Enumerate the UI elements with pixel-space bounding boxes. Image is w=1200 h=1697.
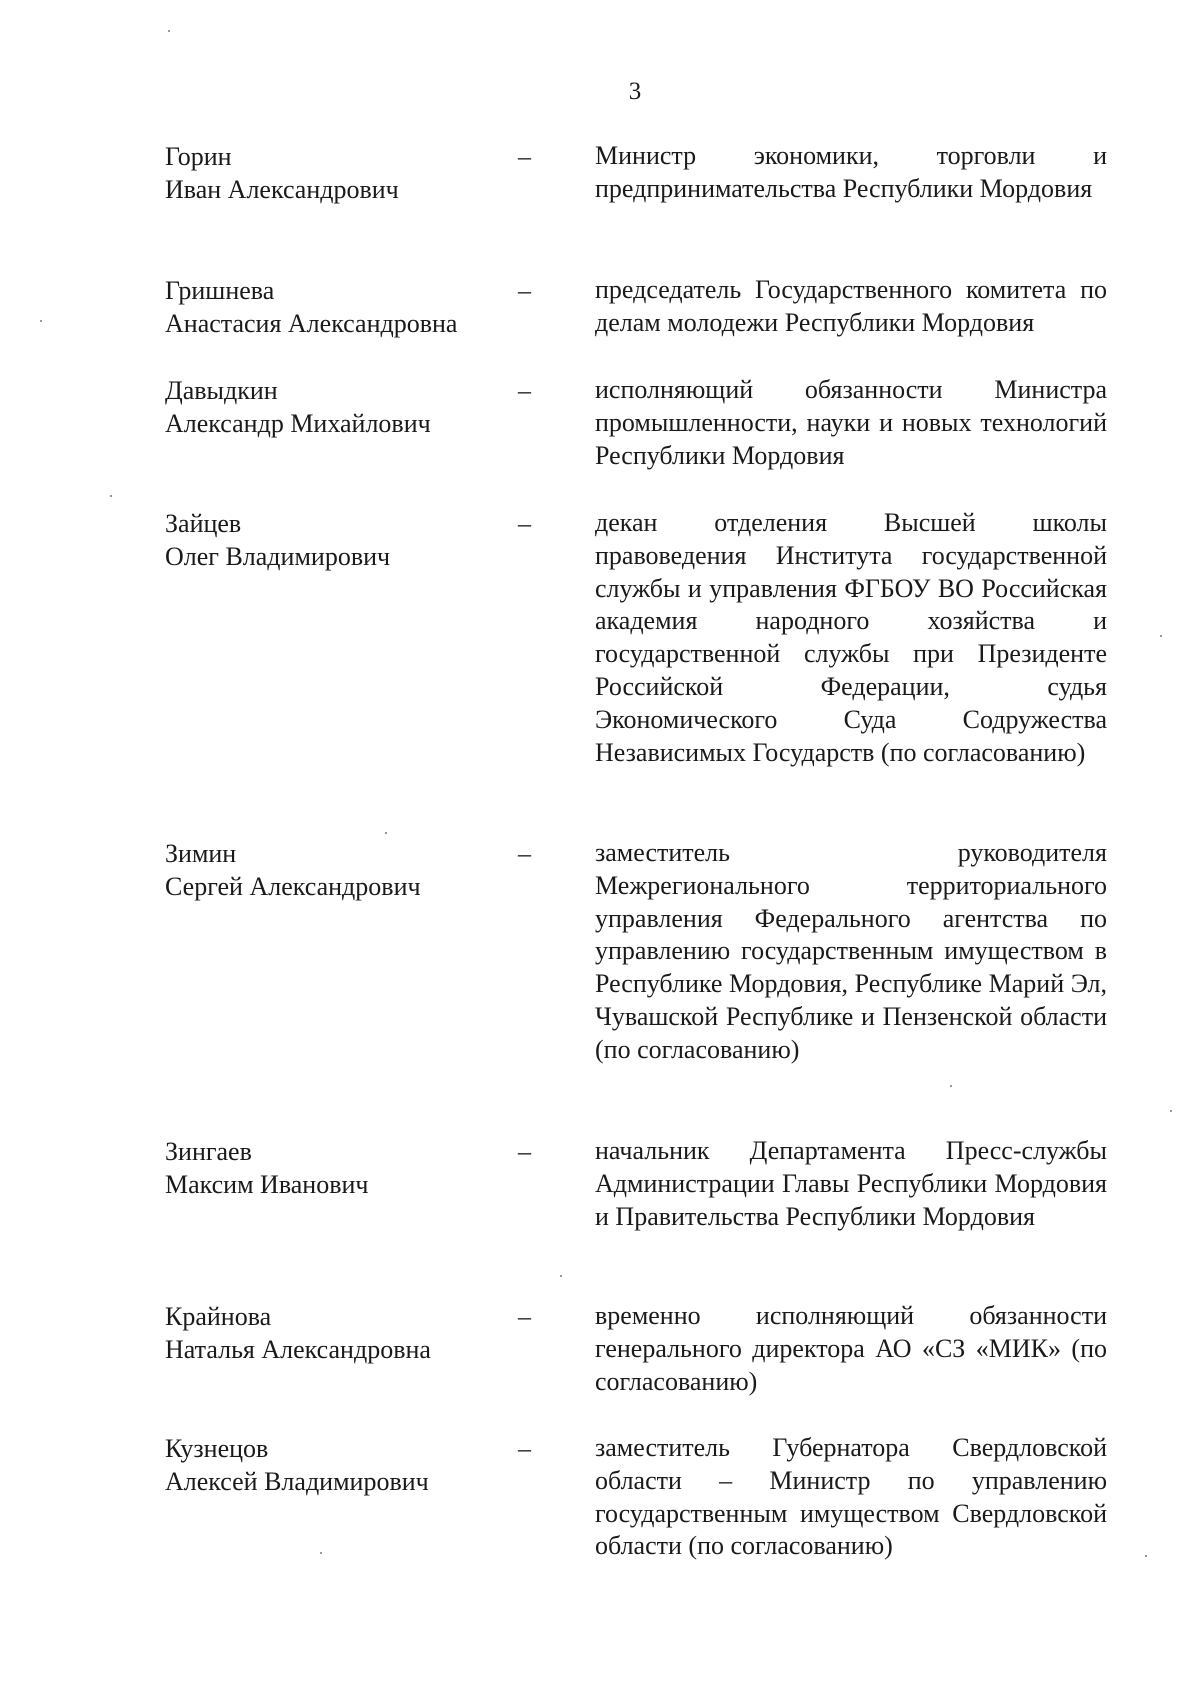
dash-separator: – [518,142,531,171]
scan-speck [950,1085,952,1087]
member-surname: Зимин [165,839,237,868]
member-position: Министр экономики, торговли и предпринимательства Республики Мордовия [595,141,1107,203]
member-name [165,1135,505,1201]
dash-separator: – [518,1434,531,1463]
dash-separator: – [518,1137,531,1166]
member-given-names: Олег Владимирович [165,542,391,571]
member-name [165,140,505,206]
scan-speck [110,495,112,497]
member-given-names: Максим Иванович [165,1170,369,1199]
member-given-names: Александр Михайлович [165,409,431,438]
member-surname: Кузнецов [165,1434,269,1463]
scan-speck [168,30,170,32]
dash-separator: – [518,509,531,538]
member-given-names: Алексей Владимирович [165,1467,429,1496]
dash-separator: – [518,276,531,305]
member-name [165,274,505,340]
member-position: декан отделения Высшей школы правоведения Института государственной службы и управления ФГБОУ ВО Российская академия народного хозяйства и государственной службы при Президенте Российской Федерации, судья Экономического Суда Содружества Независимых Государств (по согласованию) [595,508,1107,767]
member-position: заместитель Губернатора Свердловской области – Министр по управлению государственным имуществом Свердловской области (по согласованию) [595,1433,1107,1561]
dash-separator: – [518,839,531,868]
scan-speck [560,1275,562,1277]
member-surname: Давыдкин [165,376,278,405]
dash-separator: – [518,376,531,405]
scan-speck [1170,1110,1172,1112]
member-given-names: Наталья Александровна [165,1335,431,1364]
member-given-names: Иван Александрович [165,175,399,204]
member-position: исполняющий обязанности Министра промышленности, науки и новых технологий Республики Мордовия [595,375,1107,470]
member-name [165,1432,505,1498]
scan-speck [320,1552,322,1554]
member-name [165,507,505,573]
member-position: председатель Государственного комитета по делам молодежи Республики Мордовия [595,275,1107,337]
member-name [165,374,505,440]
member-surname: Крайнова [165,1302,272,1331]
member-position: временно исполняющий обязанности генерального директора АО «СЗ «МИК» (по согласованию) [595,1301,1107,1396]
member-surname: Гришнева [165,276,275,305]
page-number: 3 [628,78,642,105]
scan-speck [1145,1555,1147,1557]
member-given-names: Сергей Александрович [165,872,421,901]
member-name [165,1300,505,1366]
member-position: начальник Департамента Пресс-службы Администрации Главы Республики Мордовия и Правительства Республики Мордовия [595,1136,1107,1231]
dash-separator: – [518,1302,531,1331]
scan-speck [1160,635,1162,637]
member-surname: Зингаев [165,1137,252,1166]
member-surname: Зайцев [165,509,242,538]
scan-speck [40,320,42,322]
scan-speck [385,832,387,834]
member-position: заместитель руководителя Межрегионального территориального управления Федерального агентства по управлению государственным имуществом в Республике Мордовия, Республике Марий Эл, Чувашской Республике и Пензенской области (по согласованию) [595,838,1107,1064]
member-surname: Горин [165,142,232,171]
member-name [165,837,505,903]
member-given-names: Анастасия Александровна [165,309,458,338]
